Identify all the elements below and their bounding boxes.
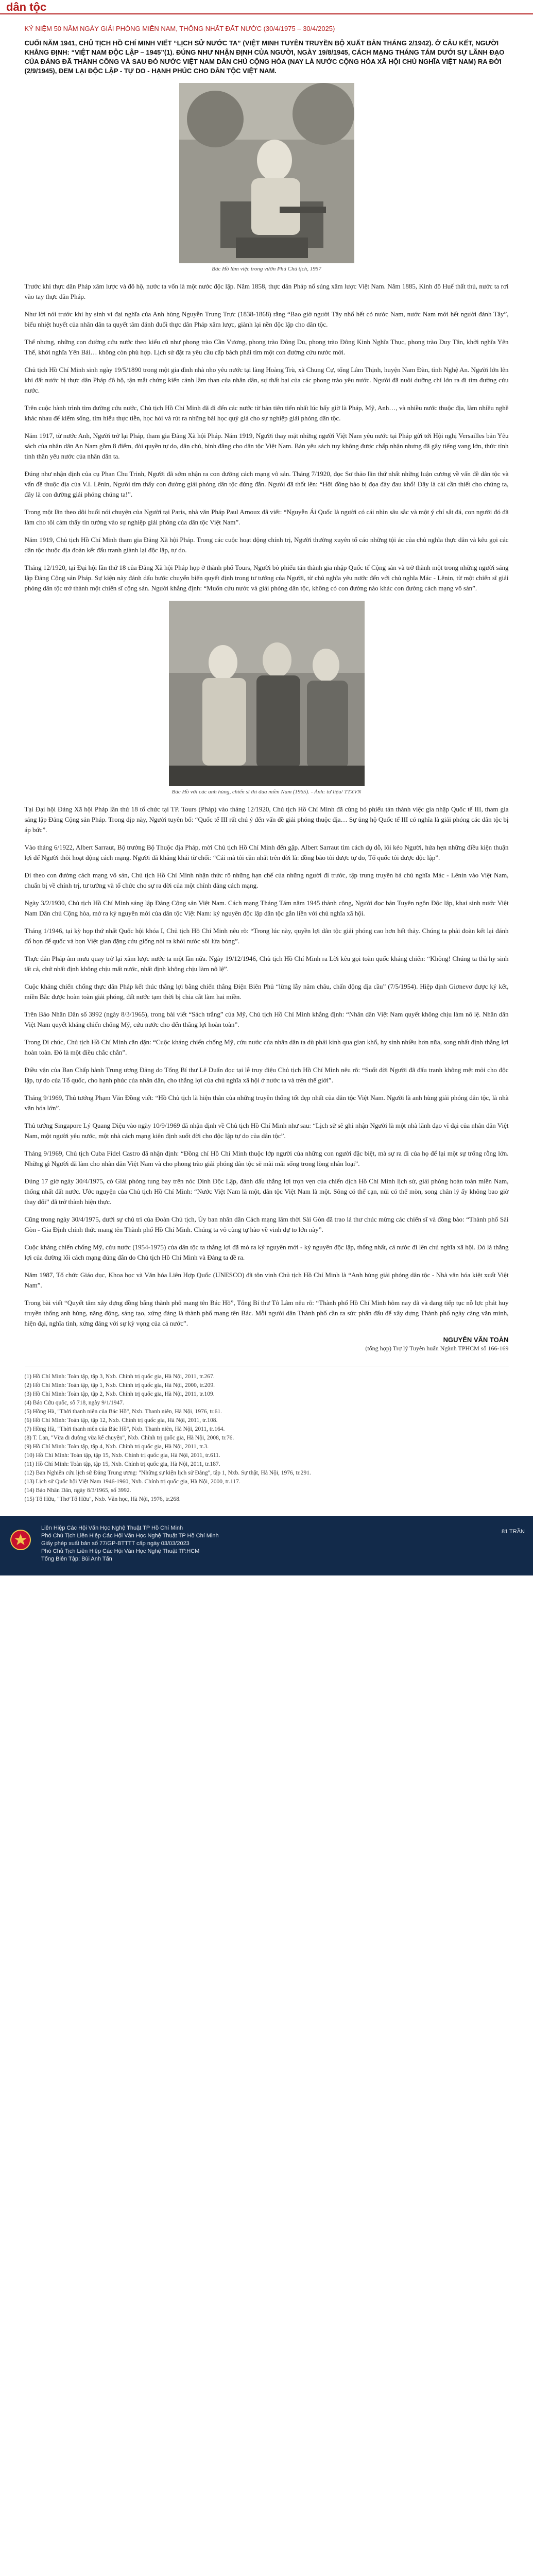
paragraph: Trên cuộc hành trình tìm đường cứu nước, Chủ tịch Hồ Chí Minh đã đi đến các nước từ bản tiên tiến nhất lúc bấy giờ là Pháp, Mỹ, Anh…, và nhiều nước thuộc địa, làm nhiều nghề khác nhau để kiếm sống, tìm hiểu thực tiễn, học hỏi và rút ra những bài học quý giá cho sự nghiệp giải phóng dân tộc. xyxy=(24,404,509,422)
reference-item: (5) Hồng Hà, "Thời thanh niên của Bác Hồ", Nxb. Thanh niên, Hà Nội, 1976, tr.61. xyxy=(24,1409,222,1415)
paragraph: Tại Đại hội Đảng Xã hội Pháp lần thứ 18 tổ chức tại TP. Tours (Pháp) vào tháng 12/1920, Chủ tịch Hồ Chí Minh đã cùng bỏ phiếu tán thành việc gia nhập Quốc tế III, tham gia sáng lập Đảng Cộng sản Pháp. Trong dịp này, Người tuyên bố: “Quốc tế III rất chú ý đến vấn đề giải phóng thuộc địa… Sự ủng hộ Quốc tế III có nghĩa là giải phóng các dân tộc bị áp bức”. xyxy=(24,805,509,834)
reference-item: (4) Báo Cứu quốc, số 718, ngày 9/1/1947. xyxy=(24,1400,124,1406)
footer-line: Phó Chủ Tịch Liên Hiệp Các Hội Văn Học Nghệ Thuật TP.HCM xyxy=(41,1548,200,1554)
author-name: NGUYỄN VĂN TOÀN xyxy=(443,1336,509,1344)
paragraph: Trong Di chúc, Chủ tịch Hồ Chí Minh căn dặn: “Cuộc kháng chiến chống Mỹ, cứu nước của nhân dân ta dù phải kinh qua gian khổ, hy sinh nhiều hơn nữa, song nhất định thắng lợi hoàn toàn. Đó là một điều chắc chắn”. xyxy=(24,1038,509,1056)
paragraph: Thế nhưng, những con đường cứu nước theo kiểu cũ như phong trào Cần Vương, phong trào Đông Du, phong trào Đông Kinh Nghĩa Thục, phong trào Duy Tân, khởi nghĩa Yên Thế, khởi nghĩa Yên Bái… không còn phù hợp. Lịch sử đặt ra yêu cầu cấp bách phải tìm một con đường cứu nước mới. xyxy=(24,338,509,356)
figure-1-caption: Bác Hồ làm việc trong vườn Phủ Chủ tịch, 1957 xyxy=(212,266,321,272)
footer-line: Phó Chủ Tịch Liên Hiệp Các Hội Văn Học Nghệ Thuật TP Hồ Chí Minh xyxy=(41,1533,219,1539)
paragraph: Cuộc kháng chiến chống Mỹ, cứu nước (1954-1975) của dân tộc ta thắng lợi đã mở ra kỷ nguyên mới - kỷ nguyên độc lập, thống nhất, cả nước đi lên chủ nghĩa xã hội. Đó là thắng lợi của đường lối cách mạng đúng đắn do Chủ tịch Hồ Chí Minh và Đảng ta đề ra. xyxy=(24,1243,509,1261)
paragraph: Trong bài viết “Quyết tâm xây dựng đồng bằng thành phố mang tên Bác Hồ”, Tổng Bí thư Tô Lâm nêu rõ: “Thành phố Hồ Chí Minh hôm nay đã và đang tiếp tục nỗ lực phát huy truyền thống anh hùng, năng động, sáng tạo, xứng đáng là thành phố mang tên Bác. Mỗi người dân Thành phố cần ra sức phấn đấu để xây dựng Thành phố ngày càng văn minh, hiện đại, nghĩa tình, xứng đáng với sự kỳ vọng của cả nước”. xyxy=(24,1299,509,1327)
reference-item: (12) Ban Nghiên cứu lịch sử Đảng Trung ương: "Những sự kiện lịch sử Đảng", tập 1, Nxb. Sự thật, Hà Nội, 1976, tr.291. xyxy=(24,1470,311,1476)
reference-item: (1) Hồ Chí Minh: Toàn tập, tập 3, Nxb. Chính trị quốc gia, Hà Nội, 2011, tr.267. xyxy=(24,1374,215,1380)
reference-item: (13) Lịch sử Quốc hội Việt Nam 1946-1960, Nxb. Chính trị quốc gia, Hà Nội, 2000, tr.117. xyxy=(24,1479,240,1485)
photo-placeholder-icon xyxy=(169,601,365,786)
paragraph: Cũng trong ngày 30/4/1975, dưới sự chủ trì của Đoàn Chủ tịch, Ủy ban nhân dân Cách mạng lâm thời Sài Gòn đã trao lá thư chúc mừng các chiến sĩ và đồng bào: “Thành phố Sài Gòn - Gia Định chính thức mang tên Thành phố Hồ Chí Minh. Chúng ta vô cùng tự hào về vinh dự to lớn này”. xyxy=(24,1215,509,1233)
photo-ho-chi-minh-heroes xyxy=(169,601,365,786)
paragraph: Thực dân Pháp âm mưu quay trở lại xâm lược nước ta một lần nữa. Ngày 19/12/1946, Chủ tịch Hồ Chí Minh ra Lời kêu gọi toàn quốc kháng chiến: “Không! Chúng ta thà hy sinh tất cả, chứ nhất định không chịu mất nước, nhất định không chịu làm nô lệ”. xyxy=(24,955,509,973)
paragraph: Vào tháng 6/1922, Albert Sarraut, Bộ trưởng Bộ Thuộc địa Pháp, mời Chủ tịch Hồ Chí Minh đến gặp. Albert Sarraut tìm cách dụ dỗ, lôi kéo Người, hứa hẹn những điều kiện thuận lợi để Người thôi hoạt động cách mạng. Người đã khẳng khái từ chối: “Cái mà tôi cần nhất trên đời là: đồng bào tôi được tự do, Tổ quốc tôi được độc lập”. xyxy=(24,843,509,861)
figure-2-caption: Bác Hồ với các anh hùng, chiến sĩ thi đua miền Nam (1965). - Ảnh: tư liệu/ TTXVN xyxy=(171,789,362,795)
body-part-b xyxy=(25,804,509,1329)
article-kicker: KỶ NIỆM 50 NĂM NGÀY GIẢI PHÓNG MIỀN NAM, THỐNG NHẤT ĐẤT NƯỚC (30/4/1975 – 30/4/2025) xyxy=(24,25,335,32)
association-logo-icon xyxy=(10,1530,31,1550)
photo-placeholder-icon xyxy=(179,83,354,263)
reference-item: (8) T. Lan, "Vừa đi đường vừa kể chuyện", Nxb. Chính trị quốc gia, Hà Nội, 2008, tr.76. xyxy=(24,1435,234,1441)
site-footer xyxy=(0,1516,533,1575)
reference-item: (6) Hồ Chí Minh: Toàn tập, tập 12, Nxb. Chính trị quốc gia, Hà Nội, 2011, tr.108. xyxy=(24,1417,218,1423)
reference-item: (3) Hồ Chí Minh: Toàn tập, tập 2, Nxb. Chính trị quốc gia, Hà Nội, 2011, tr.109. xyxy=(24,1391,215,1397)
body-part-a xyxy=(25,281,509,594)
figure-2 xyxy=(25,601,509,795)
references-list xyxy=(25,1366,509,1504)
reference-item: (7) Hồng Hà, "Thời thanh niên của Bác Hồ", Nxb. Thanh niên, Hà Nội, 2011, tr.164. xyxy=(24,1426,225,1432)
paragraph: Năm 1987, Tổ chức Giáo dục, Khoa học và Văn hóa Liên Hợp Quốc (UNESCO) đã tôn vinh Chủ tịch Hồ Chí Minh là “Anh hùng giải phóng dân tộc - Nhà văn hóa kiệt xuất Việt Nam”. xyxy=(24,1271,509,1289)
footer-line: Tổng Biên Tập: Bùi Anh Tấn xyxy=(41,1556,112,1562)
paragraph: Trên Báo Nhân Dân số 3992 (ngày 8/3/1965), trong bài viết “Sách trắng” của Mỹ, Chủ tịch Hồ Chí Minh khẳng định: “Nhân dân Việt Nam quyết không chịu làm nô lệ. Nhân dân Việt Nam quyết kháng chiến chống Mỹ, cứu nước cho đến thắng lợi hoàn toàn”. xyxy=(24,1010,509,1028)
reference-item: (9) Hồ Chí Minh: Toàn tập, tập 4, Nxb. Chính trị quốc gia, Hà Nội, 2011, tr.3. xyxy=(24,1444,209,1450)
author-affiliation: (tổng hợp) Trợ lý Tuyên huấn Ngành TPHCM số 166-169 xyxy=(365,1345,509,1352)
paragraph: Chủ tịch Hồ Chí Minh sinh ngày 19/5/1890 trong một gia đình nhà nho yêu nước tại làng Hoàng Trù, xã Chung Cự, tổng Lâm Thịnh, huyện Nam Đàn, tỉnh Nghệ An. Người lớn lên khi đất nước bị thực dân Pháp đô hộ, tận mắt chứng kiến cảnh lầm than của nhân dân, sự thất bại của các phong trào yêu nước. Người đã nuôi dưỡng chí lớn ra đi tìm đường cứu nước. xyxy=(24,366,509,394)
paragraph: Đúng như nhận định của cụ Phan Chu Trinh, Người đã sớm nhận ra con đường cách mạng vô sản. Tháng 7/1920, đọc Sơ thảo lần thứ nhất những luận cương về vấn đề dân tộc và vấn đề thuộc địa của V.I. Lênin, Người tìm thấy con đường giải phóng dân tộc đúng đắn. Người đã thốt lên: “Hỡi đồng bào bị đọa đày đau khổ! Đây là cái cần thiết cho chúng ta, đây là con đường giải phóng chúng ta!”. xyxy=(24,470,509,498)
paragraph: Ngày 3/2/1930, Chủ tịch Hồ Chí Minh sáng lập Đảng Cộng sản Việt Nam. Cách mạng Tháng Tám năm 1945 thành công, Người đọc bản Tuyên ngôn Độc lập, khai sinh nước Việt Nam Dân chủ Cộng hòa, mở ra kỷ nguyên mới của dân tộc Việt Nam: kỷ nguyên độc lập dân tộc gắn liền với chủ nghĩa xã hội. xyxy=(24,899,509,917)
paragraph: Năm 1919, Chủ tịch Hồ Chí Minh tham gia Đảng Xã hội Pháp. Trong các cuộc hoạt động chính trị, Người thường xuyên tố cáo những tội ác của chủ nghĩa thực dân và kêu gọi các dân tộc thuộc địa đoàn kết đấu tranh giành lại độc lập, tự do. xyxy=(24,536,509,554)
paragraph: Như lời nói trước khi hy sinh vì đại nghĩa của Anh hùng Nguyễn Trung Trực (1838-1868) rằng “Bao giờ người Tây nhổ hết cỏ nước Nam, nước Nam mới hết người đánh Tây”, biểu nhiệt huyết của nhân dân ta quyết tâm đánh đuổi thực dân Pháp xâm lược, giành lại nền độc lập cho dân tộc. xyxy=(24,310,509,328)
article-headline: CUỐI NĂM 1941, CHỦ TỊCH HỒ CHÍ MINH VIẾT “LỊCH SỬ NƯỚC TA” (VIỆT MINH TUYÊN TRUYỀN BỘ XUẤT BẢN THÁNG 2/1942). Ở CÂU KẾT, NGƯỜI KHẲNG ĐỊNH: “VIỆT NAM ĐỘC LẬP – 1945”(1). ĐÚNG NHƯ NHẬN ĐỊNH CỦA NGƯỜI, NGÀY 19/8/1945, CÁCH MẠNG THÁNG TÁM DƯỚI SỰ LÃNH ĐẠO CỦA ĐẢNG ĐÃ THÀNH CÔNG VÀ SAU ĐÓ NƯỚC VIỆT NAM DÂN CHỦ CỘNG HÒA (NAY LÀ NƯỚC CỘNG HÒA XÃ HỘI CHỦ NGHĨA VIỆT NAM) RA ĐỜI (2/9/1945), ĐEM LẠI ĐỘC LẬP - TỰ DO - HẠNH PHÚC CHO DÂN TỘC VIỆT NAM. xyxy=(24,39,505,75)
paragraph: Thủ tướng Singapore Lý Quang Diệu vào ngày 10/9/1969 đã nhận định về Chủ tịch Hồ Chí Minh như sau: “Lịch sử sẽ ghi nhận Người là một nhà lãnh đạo vĩ đại của nhân dân Việt Nam, một người yêu nước, một nhà cách mạng kiên định suốt đời cho độc lập tự do của dân tộc”. xyxy=(24,1122,509,1140)
figure-1 xyxy=(25,83,509,272)
section-title[interactable]: dân tộc xyxy=(6,1,47,13)
reference-item: (11) Hồ Chí Minh: Toàn tập, tập 15, Nxb. Chính trị quốc gia, Hà Nội, 2011, tr.187. xyxy=(24,1461,220,1467)
paragraph: Trong một lần theo dõi buổi nói chuyện của Người tại Paris, nhà văn Pháp Paul Arnoux đã viết: “Nguyễn Ái Quốc là người có cái nhìn sâu sắc và một ý chí sắt đá, con người đó đã làm cho tôi cảm thấy tin tưởng vào sự nghiệp giải phóng của dân tộc Việt Nam”. xyxy=(24,508,509,526)
paragraph: Năm 1917, từ nước Anh, Người trở lại Pháp, tham gia Đảng Xã hội Pháp. Năm 1919, Người thay mặt những người Việt Nam yêu nước tại Pháp gửi tới Hội nghị Versailles bản Yêu sách của nhân dân An Nam gồm 8 điểm, đòi quyền tự do, dân chủ, bình đẳng cho dân tộc Việt Nam. Bản yêu sách tuy không được chấp nhận nhưng đã gây tiếng vang lớn, thức tỉnh tinh thần yêu nước của nhân dân ta. xyxy=(24,432,509,460)
reference-item: (15) Tố Hữu, "Thơ Tố Hữu", Nxb. Văn học, Hà Nội, 1976, tr.268. xyxy=(24,1496,181,1502)
paragraph: Cuộc kháng chiến chống thực dân Pháp kết thúc thắng lợi bằng chiến thắng Điện Biên Phủ “lừng lẫy năm châu, chấn động địa cầu” (7/5/1954). Hiệp định Giơnevơ được ký kết, miền Bắc được hoàn toàn giải phóng, đất nước tạm thời bị chia cắt làm hai miền. xyxy=(24,982,509,1001)
footer-address: 81 TRẦN xyxy=(501,1529,525,1535)
paragraph: Tháng 1/1946, tại kỳ họp thứ nhất Quốc hội khóa I, Chủ tịch Hồ Chí Minh nêu rõ: “Trong lúc này, quyền lợi dân tộc giải phóng cao hơn hết thảy. Chúng ta phải đoàn kết lại đánh đổ bọn đế quốc và bọn Việt gian đặng cứu giống nòi ra khỏi nước sôi lửa bỏng”. xyxy=(24,927,509,945)
footer-line: Giấy phép xuất bản số 77/GP-BTTTT cấp ngày 03/03/2023 xyxy=(41,1540,190,1547)
footer-line: Liên Hiệp Các Hội Văn Học Nghệ Thuật TP Hồ Chí Minh xyxy=(41,1525,183,1531)
paragraph: Trước khi thực dân Pháp xâm lược và đô hộ, nước ta vốn là một nước độc lập. Năm 1858, thực dân Pháp nổ súng xâm lược Việt Nam. Năm 1885, Kinh đô Huế thất thủ, nước ta rơi vào tay thực dân Pháp. xyxy=(24,282,509,300)
masthead xyxy=(0,0,533,14)
footer-info xyxy=(41,1524,523,1563)
paragraph: Tháng 9/1969, Chủ tịch Cuba Fidel Castro đã nhận định: “Đồng chí Hồ Chí Minh thuộc lớp người của những con người đặc biệt, mà sự ra đi của họ để lại một sự trống rỗng lớn. Những gì Người đã làm cho nhân dân Việt Nam và cho phong trào giải phóng dân tộc sẽ mãi mãi sống trong lòng nhân loại”. xyxy=(24,1149,509,1167)
reference-item: (10) Hồ Chí Minh: Toàn tập, tập 15, Nxb. Chính trị quốc gia, Hà Nội, 2011, tr.611. xyxy=(24,1452,220,1459)
author-block xyxy=(25,1336,509,1352)
reference-item: (14) Báo Nhân Dân, ngày 8/3/1965, số 3992. xyxy=(24,1487,131,1494)
reference-item: (2) Hồ Chí Minh: Toàn tập, tập 1, Nxb. Chính trị quốc gia, Hà Nội, 2000, tr.209. xyxy=(24,1382,215,1388)
paragraph: Điều vận của Ban Chấp hành Trung ương Đảng do Tổng Bí thư Lê Duẩn đọc tại lễ truy điệu Chủ tịch Hồ Chí Minh nêu rõ: “Suốt đời Người đã đấu tranh không mệt mỏi cho độc lập, tự do của Tổ quốc, cho hạnh phúc của nhân dân, cho thắng lợi của chủ nghĩa xã hội ở nước ta và trên thế giới”. xyxy=(24,1066,509,1084)
paragraph: Tháng 12/1920, tại Đại hội lần thứ 18 của Đảng Xã hội Pháp họp ở thành phố Tours, Người bỏ phiếu tán thành gia nhập Quốc tế Cộng sản và trở thành một trong những người sáng lập Đảng Cộng sản Pháp. Sự kiện này đánh dấu bước chuyển biến quyết định trong tư tưởng của Người, từ chủ nghĩa yêu nước đến với chủ nghĩa Mác - Lênin, từ một chiến sĩ giải phóng dân tộc trở thành một chiến sĩ cộng sản. Người khẳng định: “Muốn cứu nước và giải phóng dân tộc, không có con đường nào khác con đường cách mạng vô sản”. xyxy=(24,564,509,592)
paragraph: Đúng 17 giờ ngày 30/4/1975, cờ Giải phóng tung bay trên nóc Dinh Độc Lập, đánh dấu thắng lợi trọn vẹn của chiến dịch Hồ Chí Minh lịch sử, giải phóng hoàn toàn miền Nam, thống nhất đất nước. Ước nguyện của Chủ tịch Hồ Chí Minh: “Nước Việt Nam là một, dân tộc Việt Nam là một. Sông có thể cạn, núi có thể mòn, song chân lý ấy không bao giờ thay đổi” đã trở thành hiện thực. xyxy=(24,1177,509,1206)
article xyxy=(25,14,509,1504)
paragraph: Đi theo con đường cách mạng vô sản, Chủ tịch Hồ Chí Minh nhận thức rõ những hạn chế của những người đi trước, tập trung truyền bá chủ nghĩa Mác - Lênin vào Việt Nam, chuẩn bị về chính trị, tư tưởng và tổ chức cho sự ra đời của một chính đảng cách mạng. xyxy=(24,871,509,889)
paragraph: Tháng 9/1969, Thủ tướng Phạm Văn Đồng viết: “Hồ Chủ tịch là hiện thân của những truyền thống tốt đẹp nhất của dân tộc Việt Nam. Người là anh hùng giải phóng dân tộc, là nhà văn hóa lớn”. xyxy=(24,1094,509,1112)
photo-ho-chi-minh-garden xyxy=(179,83,354,263)
